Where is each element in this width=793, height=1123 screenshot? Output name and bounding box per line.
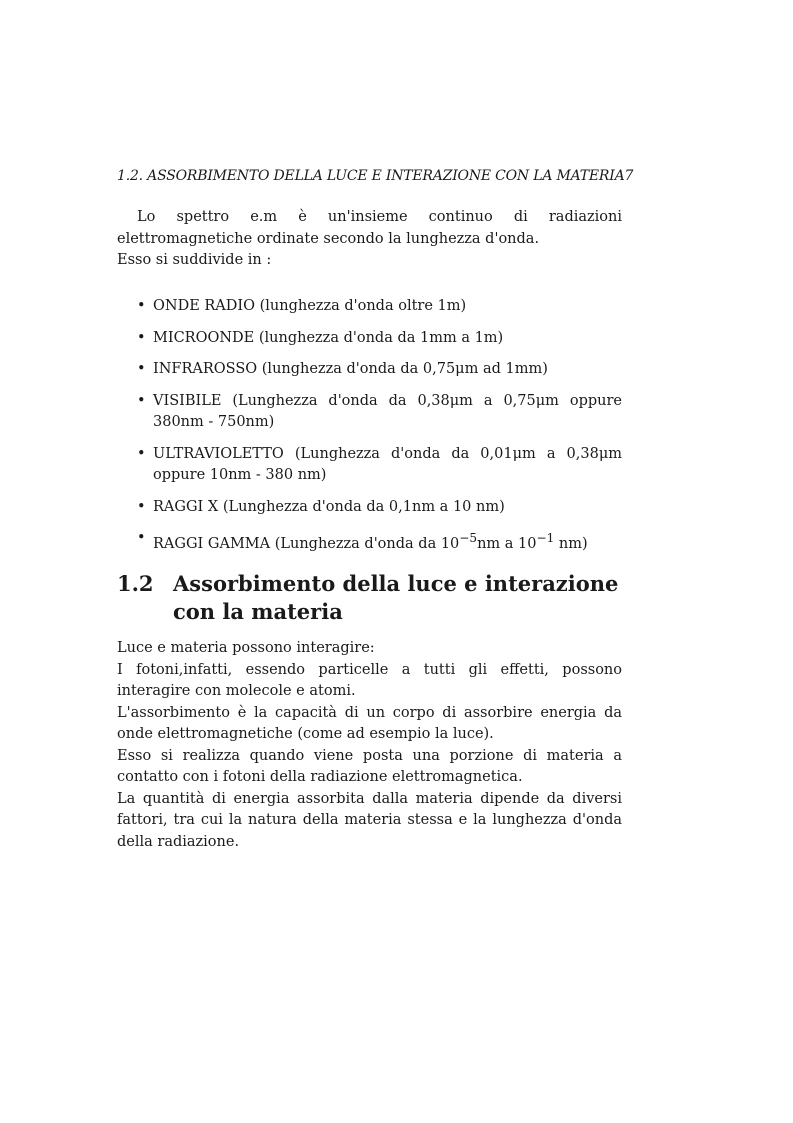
intro-paragraph: Lo spettro e.m è un'insieme continuo di radiazioni elettromagnetiche ordinate secondo la lunghezza d'onda. (117, 209, 622, 247)
intro-section (117, 207, 622, 272)
list-item-text (153, 531, 588, 552)
gamma-exponent-2: −1 (536, 531, 555, 545)
bullet-icon: • (137, 530, 146, 546)
list-item (117, 391, 622, 434)
spectrum-list (117, 296, 622, 565)
list-item-text: INFRAROSSO (lunghezza d'onda da 0,75μm ad 1mm) (153, 361, 548, 377)
bullet-icon: • (137, 298, 146, 314)
gamma-text-after: nm) (554, 535, 588, 552)
section-body (117, 638, 622, 853)
section-number: 1.2 (117, 571, 154, 596)
list-item-text: ONDE RADIO (lunghezza d'onda oltre 1m) (153, 298, 467, 314)
list-item-text: MICROONDE (lunghezza d'onda da 1mm a 1m) (153, 329, 504, 346)
bullet-icon: • (137, 361, 146, 377)
body-line: La quantità di energia assorbita dalla materia dipende da diversi fattori, tra cui la natura della materia stessa e la lunghezza d'onda della radiazione. (117, 790, 622, 850)
list-item-text: RAGGI X (Lunghezza d'onda da 0,1nm a 10 nm) (153, 498, 505, 515)
gamma-text-mid: nm a 10 (477, 535, 537, 552)
body-line: Esso si realizza quando viene posta una porzione di materia a contatto con i fotoni della radiazione elettromagnetica. (117, 747, 622, 785)
list-item (117, 528, 622, 555)
bullet-icon: • (137, 329, 146, 346)
gamma-exponent-1: −5 (459, 531, 478, 545)
list-item (117, 497, 622, 519)
section-heading (117, 570, 627, 626)
body-line: I fotoni,infatti, essendo particelle a tutti gli effetti, possono interagire con molecole e atomi. (117, 661, 622, 699)
gamma-text-before: RAGGI GAMMA (Lunghezza d'onda da 10 (153, 535, 460, 552)
list-item-text: ULTRAVIOLETTO (Lunghezza d'onda da 0,01μm a 0,38μm oppure 10nm - 380 nm) (153, 445, 622, 483)
body-line: L'assorbimento è la capacità di un corpo di assorbire energia da onde elettromagnetiche (come ad esempio la luce). (117, 704, 622, 742)
body-line: Luce e materia possono interagire: (117, 640, 375, 656)
bullet-icon: • (137, 392, 146, 409)
section-title: Assorbimento della luce e interazione con la materia (173, 571, 619, 624)
bullet-icon: • (137, 498, 146, 515)
running-head: 1.2. ASSORBIMENTO DELLA LUCE E INTERAZIONE CON LA MATERIA7 (117, 168, 634, 184)
list-item-text: VISIBILE (Lunghezza d'onda da 0,38μm a 0,75μm oppure 380nm - 750nm) (153, 392, 622, 430)
list-item (117, 328, 622, 350)
bullet-icon: • (137, 445, 146, 462)
list-item (117, 444, 622, 487)
list-item (117, 296, 622, 318)
intro-subdivide: Esso si suddivide in : (117, 252, 272, 268)
list-item (117, 359, 622, 381)
